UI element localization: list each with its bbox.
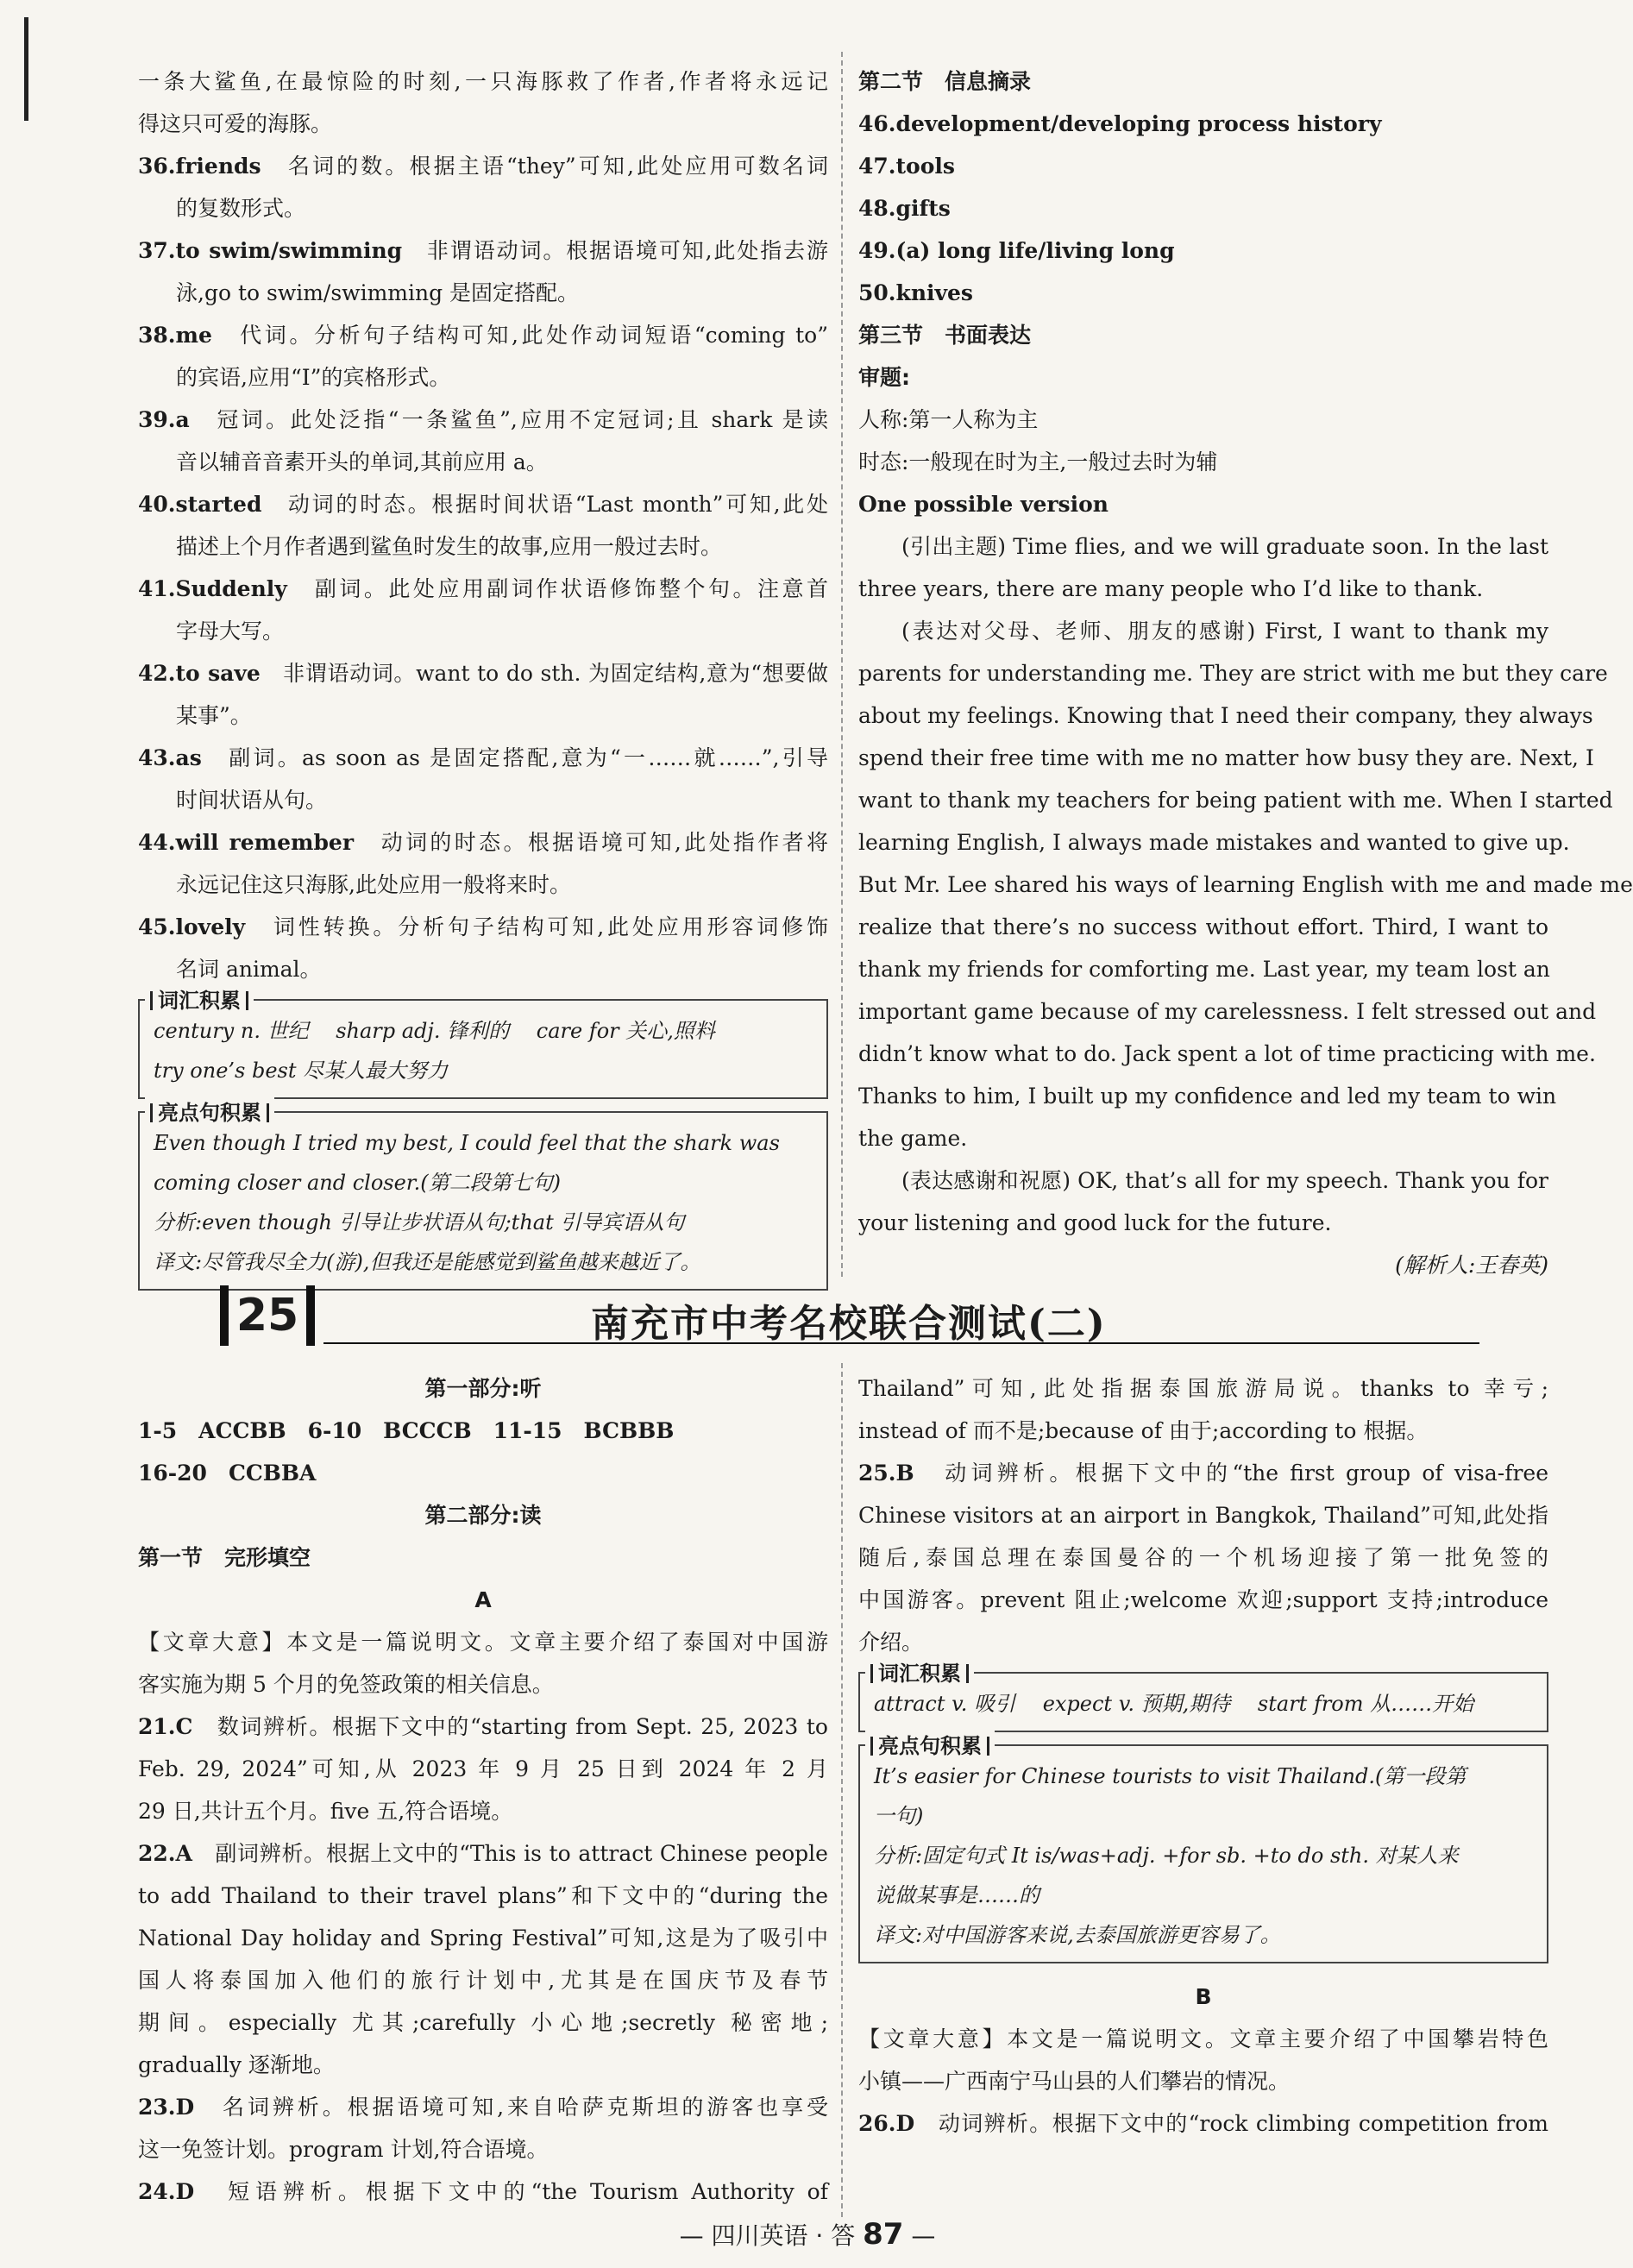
column-divider bbox=[841, 52, 843, 1277]
answer-explanation: 代词。分析句子结构可知,此处作动词短语“coming to” bbox=[240, 323, 828, 348]
text-line: didn’t know what to do. Jack spent a lot of time practicing with me. bbox=[858, 1041, 1596, 1066]
text-line: gradually 逐渐地。 bbox=[138, 2052, 335, 2077]
answer-key: 40.started bbox=[138, 492, 262, 517]
note-line: 译文:对中国游客来说,去泰国旅游更容易了。 bbox=[874, 1923, 1281, 1947]
answer-key: 24.D bbox=[138, 2179, 195, 2204]
footer-label: — 四川英语 · 答 bbox=[679, 2221, 856, 2250]
text-line: Thailand”可知,此处指据泰国旅游局说。thanks to 幸亏; bbox=[858, 1376, 1548, 1401]
right-column-top bbox=[858, 60, 1633, 1286]
answer-key: 21.C bbox=[138, 1714, 193, 1739]
answer-line bbox=[138, 314, 828, 356]
text-line: parents for understanding me. They are strict with me but they care bbox=[858, 661, 1608, 686]
note-line: It’s easier for Chinese tourists to visit Thailand.(第一段第 bbox=[874, 1764, 1467, 1788]
note-box-title: 亮点句积累 bbox=[145, 1096, 274, 1126]
answer-explanation: 副词辨析。根据上文中的“This is to attract Chinese people bbox=[215, 1841, 828, 1866]
bold-line: 50.knives bbox=[858, 280, 973, 305]
answer-key: 42.to save bbox=[138, 661, 261, 686]
margin-bar bbox=[24, 17, 28, 121]
answer-line bbox=[138, 229, 828, 272]
text-line: 的宾语,应用“I”的宾格形式。 bbox=[176, 365, 451, 390]
note-line: attract v. 吸引 expect v. 预期,期待 start from 从……开始 bbox=[874, 1692, 1474, 1716]
text-line: 时间状语从句。 bbox=[176, 788, 328, 813]
text-line: 中国游客。prevent 阻止;welcome 欢迎;support 支持;introduce bbox=[858, 1587, 1548, 1612]
answer-key: 45.lovely bbox=[138, 914, 246, 939]
text-line: 客实施为期 5 个月的免签政策的相关信息。 bbox=[138, 1672, 554, 1697]
note-box-title: 词汇积累 bbox=[865, 1656, 974, 1687]
text-line: want to thank my teachers for being patient with me. When I started bbox=[858, 788, 1613, 813]
text-line: 描述上个月作者遇到鲨鱼时发生的故事,应用一般过去时。 bbox=[176, 534, 722, 559]
answer-line bbox=[138, 652, 828, 694]
answer-explanation: 非谓语动词。根据语境可知,此处指去游 bbox=[426, 238, 828, 263]
text-line: 这一免签计划。program 计划,符合语境。 bbox=[138, 2137, 549, 2162]
answer-line bbox=[138, 145, 828, 187]
answer-line bbox=[138, 2171, 828, 2213]
text-line: 人称:第一人称为主 bbox=[858, 407, 1039, 432]
bold-line: One possible version bbox=[858, 492, 1109, 517]
note-box-title: 亮点句积累 bbox=[865, 1729, 995, 1759]
answer-explanation: 数词辨析。根据下文中的“starting from Sept. 25, 2023 to bbox=[217, 1714, 828, 1739]
text-line: 得这只可爱的海豚。 bbox=[138, 111, 333, 136]
text-line: 某事”。 bbox=[176, 703, 252, 728]
text-line: spend their free time with me no matter how busy they are. Next, I bbox=[858, 745, 1594, 770]
answer-explanation: 副词。此处应用副词作状语修饰整个句。注意首 bbox=[314, 576, 828, 601]
text-line: 【文章大意】本文是一篇说明文。文章主要介绍了泰国对中国游 bbox=[138, 1630, 828, 1655]
centered-heading: 第一部分:听 bbox=[424, 1376, 542, 1401]
text-line: instead of 而不是;because of 由于;according to 根据。 bbox=[858, 1418, 1429, 1443]
note-line: coming closer and closer.(第二段第七句) bbox=[154, 1171, 561, 1195]
text-line: thank my friends for comforting me. Last year, my team lost an bbox=[858, 957, 1550, 982]
page-footer bbox=[0, 2217, 1615, 2252]
section-heading: 第一节 完形填空 bbox=[138, 1545, 311, 1570]
answer-explanation: 非谓语动词。want to do sth. 为固定结构,意为“想要做 bbox=[283, 661, 828, 686]
text-line: three years, there are many people who I’d like to thank. bbox=[858, 576, 1484, 601]
answer-key: 38.me bbox=[138, 323, 212, 348]
text-line: (表达感谢和祝愿) OK, that’s all for my speech. Thank you for bbox=[901, 1168, 1548, 1193]
answer-key: 22.A bbox=[138, 1841, 192, 1866]
answer-key: 43.as bbox=[138, 745, 202, 770]
note-box bbox=[858, 1734, 1548, 1963]
section-header bbox=[220, 1285, 1479, 1354]
text-line: 的复数形式。 bbox=[176, 196, 306, 221]
analyst-signature: (解析人:王春英) bbox=[1395, 1253, 1548, 1278]
text-line: 泳,go to swim/swimming 是固定搭配。 bbox=[176, 280, 580, 305]
note-line: century n. 世纪 sharp adj. 锋利的 care for 关心,照料 bbox=[154, 1019, 715, 1043]
text-line: 小镇——广西南宁马山县的人们攀岩的情况。 bbox=[858, 2069, 1291, 2094]
bold-line: 47.tools bbox=[858, 154, 955, 179]
answer-key: 26.D bbox=[858, 2111, 915, 2136]
answer-line bbox=[138, 906, 828, 948]
answer-explanation: 短语辨析。根据下文中的“the Tourism Authority of bbox=[228, 2179, 828, 2204]
answer-line bbox=[138, 483, 828, 525]
answer-key: 25.B bbox=[858, 1461, 914, 1486]
text-line: realize that there’s no success without effort. Third, I want to bbox=[858, 914, 1548, 939]
answer-explanation: 动词辨析。根据下文中的“rock climbing competition from bbox=[938, 2111, 1548, 2136]
section-heading: 第三节 书面表达 bbox=[858, 323, 1032, 348]
answer-key: 44.will remember bbox=[138, 830, 355, 855]
text-line: 国人将泰国加入他们的旅行计划中,尤其是在国庆节及春节 bbox=[138, 1968, 828, 1993]
text-line: about my feelings. Knowing that I need their company, they always bbox=[858, 703, 1593, 728]
note-box bbox=[138, 989, 828, 1099]
answer-explanation: 动词辨析。根据下文中的“the first group of visa-free bbox=[945, 1461, 1548, 1486]
answer-key: 39.a bbox=[138, 407, 190, 432]
answer-key: 37.to swim/swimming bbox=[138, 238, 403, 263]
answer-explanation: 副词。as soon as 是固定搭配,意为“一……就……”,引导 bbox=[229, 745, 828, 770]
text-line: 介绍。 bbox=[858, 1630, 924, 1655]
text-line: 永远记住这只海豚,此处应用一般将来时。 bbox=[176, 872, 571, 897]
centered-heading: B bbox=[1195, 1984, 1212, 2009]
right-column-bottom bbox=[858, 1367, 1548, 2145]
answer-line bbox=[858, 1452, 1548, 1494]
bold-line: 48.gifts bbox=[858, 196, 951, 221]
answer-explanation: 名词的数。根据主语“they”可知,此处应用可数名词 bbox=[287, 154, 828, 179]
note-line: 分析:even though 引导让步状语从句;that 引导宾语从句 bbox=[154, 1210, 685, 1235]
text-line: National Day holiday and Spring Festival”可知,这是为了吸引中 bbox=[138, 1926, 828, 1951]
note-line: Even though I tried my best, I could feel that the shark was bbox=[154, 1131, 780, 1155]
page-number: 87 bbox=[863, 2217, 904, 2252]
section-title: 南充市中考名校联合测试(二) bbox=[591, 1302, 1107, 1346]
text-line: 音以辅音音素开头的单词,其前应用 a。 bbox=[176, 449, 548, 474]
answer-line bbox=[138, 821, 828, 864]
note-line: try one’s best 尽某人最大努力 bbox=[154, 1059, 449, 1083]
text-line: 【文章大意】本文是一篇说明文。文章主要介绍了中国攀岩特色 bbox=[858, 2026, 1548, 2051]
bold-line: 1-5 ACCBB 6-10 BCCCB 11-15 BCBBB bbox=[138, 1418, 675, 1443]
centered-heading: 第二部分:读 bbox=[424, 1503, 542, 1528]
note-line: 分析:固定句式 It is/was+adj. +for sb. +to do sth. 对某人来 bbox=[874, 1844, 1459, 1868]
answer-key: 23.D bbox=[138, 2095, 195, 2120]
answer-line bbox=[138, 1706, 828, 1748]
answer-line bbox=[138, 568, 828, 610]
text-line: 字母大写。 bbox=[176, 619, 285, 644]
section-heading: 第二节 信息摘录 bbox=[858, 69, 1032, 94]
bold-line: 46.development/developing process history bbox=[858, 111, 1382, 136]
text-line: Chinese visitors at an airport in Bangkok, Thailand”可知,此处指 bbox=[858, 1503, 1548, 1528]
text-line: Feb. 29, 2024”可知,从 2023 年 9 月 25 日到 2024 年 2 月 bbox=[138, 1756, 828, 1781]
answer-explanation: 动词的时态。根据时间状语“Last month”可知,此处 bbox=[287, 492, 828, 517]
answer-line bbox=[138, 2086, 828, 2128]
answer-explanation: 冠词。此处泛指“一条鲨鱼”,应用不定冠词;且 shark 是读 bbox=[217, 407, 828, 432]
text-line: to add Thailand to their travel plans”和下文中的“during the bbox=[138, 1883, 828, 1908]
answer-line bbox=[138, 1832, 828, 1875]
answer-line bbox=[138, 737, 828, 779]
text-line: the game. bbox=[858, 1126, 968, 1151]
column-divider-lower bbox=[841, 1363, 843, 2217]
text-line: 一条大鲨鱼,在最惊险的时刻,一只海豚救了作者,作者将永远记 bbox=[138, 69, 828, 94]
footer-dash: — bbox=[911, 2221, 936, 2250]
text-line: (表达对父母、老师、朋友的感谢) First, I want to thank my bbox=[901, 619, 1548, 644]
text-line: (引出主题) Time flies, and we will graduate soon. In the last bbox=[901, 534, 1548, 559]
text-line: 29 日,共计五个月。five 五,符合语境。 bbox=[138, 1799, 513, 1824]
text-line: learning English, I always made mistakes and wanted to give up. bbox=[858, 830, 1570, 855]
left-column-bottom bbox=[138, 1367, 828, 2213]
answer-key: 41.Suddenly bbox=[138, 576, 287, 601]
text-line: 随后,泰国总理在泰国曼谷的一个机场迎接了第一批免签的 bbox=[858, 1545, 1548, 1570]
bold-line: 49.(a) long life/living long bbox=[858, 238, 1175, 263]
answer-explanation: 动词的时态。根据语境可知,此处指作者将 bbox=[380, 830, 828, 855]
note-line: 一句) bbox=[874, 1804, 924, 1828]
text-line: But Mr. Lee shared his ways of learning English with me and made me bbox=[858, 872, 1633, 897]
note-line: 说做某事是……的 bbox=[874, 1883, 1039, 1907]
left-column-top bbox=[138, 60, 828, 1303]
answer-line bbox=[138, 399, 828, 441]
answer-key: 36.friends bbox=[138, 154, 261, 179]
note-box bbox=[138, 1101, 828, 1291]
text-line: important game because of my carelessness. I felt stressed out and bbox=[858, 999, 1597, 1024]
note-line: 译文:尽管我尽全力(游),但我还是能感觉到鲨鱼越来越近了。 bbox=[154, 1250, 701, 1274]
text-line: 时态:一般现在时为主,一般过去时为辅 bbox=[858, 449, 1218, 474]
bold-line: 16-20 CCBBA bbox=[138, 1461, 317, 1486]
answer-line bbox=[858, 2102, 1548, 2145]
answer-explanation: 名词辨析。根据语境可知,来自哈萨克斯坦的游客也享受 bbox=[223, 2095, 828, 2120]
section-number: 25 bbox=[220, 1285, 315, 1346]
text-line: your listening and good luck for the future. bbox=[858, 1210, 1332, 1235]
centered-heading: A bbox=[474, 1587, 492, 1612]
text-line: 期间。especially 尤其;carefully 小心地;secretly 秘密地; bbox=[138, 2010, 828, 2035]
text-line: Thanks to him, I built up my confidence and led my team to win bbox=[858, 1084, 1557, 1109]
note-box-title: 词汇积累 bbox=[145, 983, 254, 1014]
note-box bbox=[858, 1662, 1548, 1732]
answer-explanation: 词性转换。分析句子结构可知,此处应用形容词修饰 bbox=[273, 914, 828, 939]
text-line: 名词 animal。 bbox=[176, 957, 322, 982]
section-heading: 审题: bbox=[858, 365, 910, 390]
